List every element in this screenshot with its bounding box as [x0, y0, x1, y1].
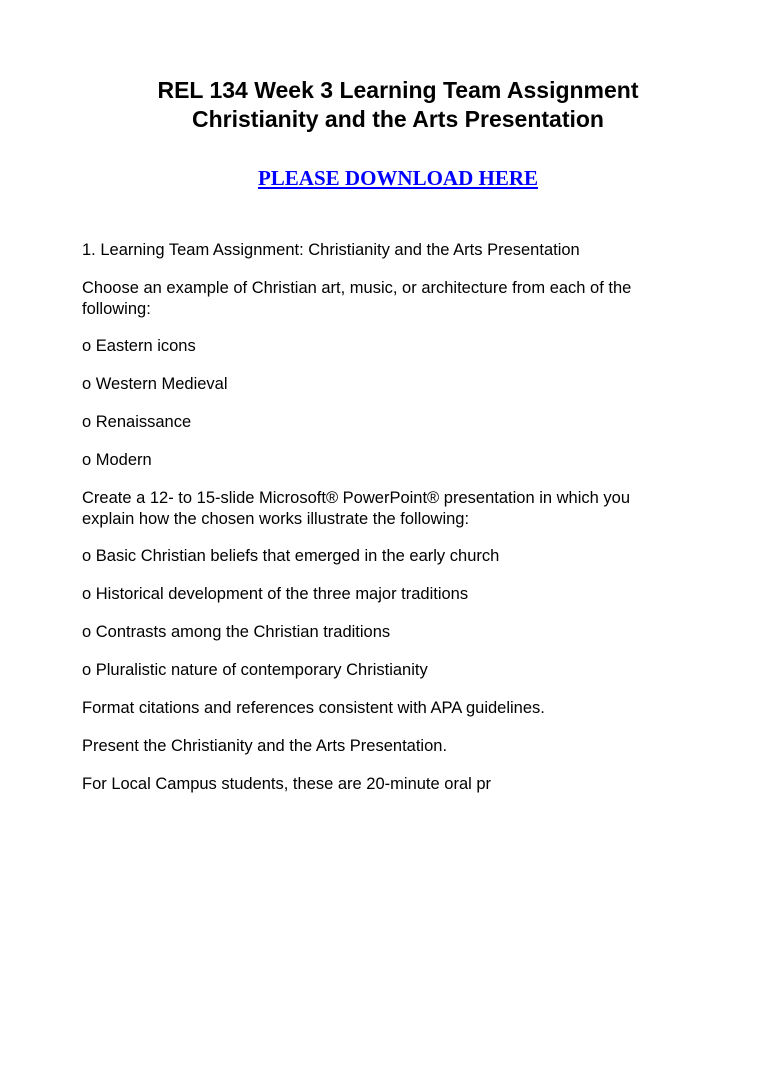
list-item: o Eastern icons [82, 337, 196, 355]
download-link[interactable]: PLEASE DOWNLOAD HERE [257, 166, 539, 190]
list-item: o Contrasts among the Christian traditions [82, 623, 391, 641]
paragraph: Create a 12- to 15-slide Microsoft® PowerPoint® presentation in which you explain how the chosen works illustrate the following: [82, 489, 630, 528]
paragraph: Format citations and references consistent with APA guidelines. [82, 699, 545, 717]
paragraph: Present the Christianity and the Arts Presentation. [82, 737, 448, 755]
list-item: o Modern [82, 451, 152, 469]
list-item: o Pluralistic nature of contemporary Christianity [82, 661, 428, 679]
list-item: o Renaissance [82, 413, 192, 431]
list-item: o Historical development of the three major traditions [82, 585, 469, 603]
list-item: o Western Medieval [82, 375, 228, 393]
title-line-1: REL 134 Week 3 Learning Team Assignment [157, 77, 639, 103]
paragraph: For Local Campus students, these are 20-minute oral pr [82, 775, 492, 793]
list-item: o Basic Christian beliefs that emerged in the early church [82, 547, 500, 565]
paragraph: 1. Learning Team Assignment: Christianity and the Arts Presentation [82, 241, 580, 259]
paragraph: Choose an example of Christian art, music, or architecture from each of the following: [82, 279, 632, 318]
document-title [0, 76, 768, 134]
title-line-2: Christianity and the Arts Presentation [192, 106, 604, 132]
